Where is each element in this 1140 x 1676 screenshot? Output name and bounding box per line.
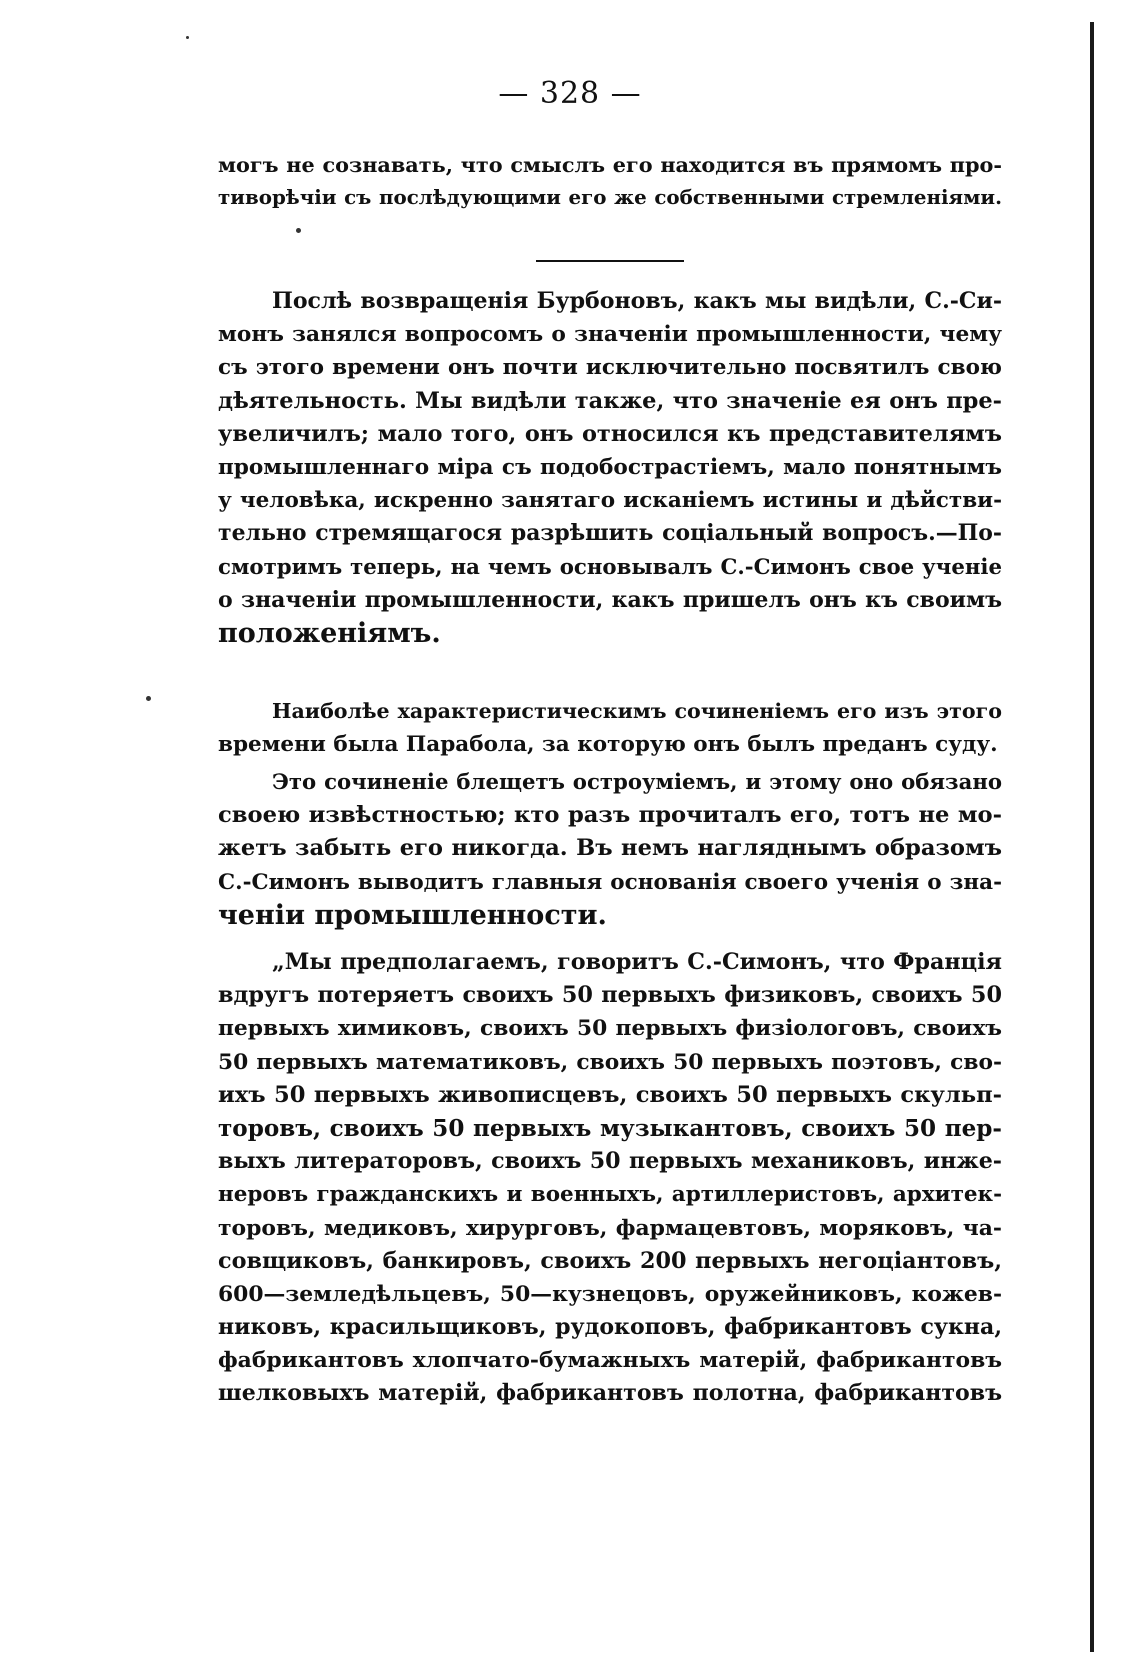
text-line: ихъ 50 первыхъ живописцевъ, своихъ 50 первыхъ скульп- xyxy=(218,1081,1002,1108)
text-line: смотримъ теперь, на чемъ основывалъ С.-Симонъ свое ученіе xyxy=(218,554,1002,580)
paragraph-4 xyxy=(218,946,1002,1411)
text-line: положеніямъ. xyxy=(218,617,441,649)
paragraph-3 xyxy=(218,766,1002,932)
text-line: совщиковъ, банкировъ, своихъ 200 первыхъ негоціантовъ, xyxy=(218,1247,1002,1274)
text-line: могъ не сознавать, что смыслъ его находится въ прямомъ про- xyxy=(218,152,1002,177)
continued-text xyxy=(218,148,1002,214)
text-line: Наиболѣе характеристическимъ сочиненіемъ его изъ этого xyxy=(272,699,1002,723)
text-line: первыхъ химиковъ, своихъ 50 первыхъ физіологовъ, своихъ xyxy=(218,1016,1002,1042)
text-line: жетъ забыть его никогда. Въ немъ нагляднымъ образомъ xyxy=(218,835,1002,862)
text-line: фабрикантовъ хлопчато-бумажныхъ матерій, фабрикантовъ xyxy=(218,1347,1002,1374)
text-line: выхъ литераторовъ, своихъ 50 первыхъ механиковъ, инже- xyxy=(218,1148,1002,1175)
text-line: вдругъ потеряетъ своихъ 50 первыхъ физиковъ, своихъ 50 xyxy=(218,982,1002,1009)
ink-speck xyxy=(146,696,151,701)
text-line: Это сочиненіе блещетъ остроуміемъ, и этому оно обязано xyxy=(272,770,1002,795)
text-line: монъ занялся вопросомъ о значеніи промышленности, чему xyxy=(218,322,1002,348)
page-edge-shadow xyxy=(1090,22,1094,1652)
text-line: тиворѣчіи съ послѣдующими его же собственными стремленіями. xyxy=(218,185,1002,210)
text-line: тельно стремящагося разрѣшить соціальный вопросъ.—По- xyxy=(218,520,1002,547)
text-line: С.-Симонъ выводитъ главныя основанія своего ученія о зна- xyxy=(218,869,1002,895)
text-line: дѣятельность. Мы видѣли также, что значеніе ея онъ пре- xyxy=(218,387,1002,414)
text-line: времени была Парабола, за которую онъ былъ преданъ суду. xyxy=(218,732,998,758)
text-line: у человѣка, искренно занятаго исканіемъ истины и дѣйстви- xyxy=(218,488,1002,514)
text-line: торовъ, своихъ 50 первыхъ музыкантовъ, своихъ 50 пер- xyxy=(218,1114,1002,1142)
text-line: увеличилъ; мало того, онъ относился къ представителямъ xyxy=(218,420,1002,447)
text-line: 600—земледѣльцевъ, 50—кузнецовъ, оружейниковъ, кожев- xyxy=(218,1281,1002,1307)
paragraph-1 xyxy=(218,285,1002,650)
text-line: „Мы предполагаемъ, говоритъ С.-Симонъ, что Франція xyxy=(272,949,1002,975)
text-line: 50 первыхъ математиковъ, своихъ 50 первыхъ поэтовъ, сво- xyxy=(218,1049,1002,1075)
ink-speck xyxy=(186,36,189,39)
paragraph-2 xyxy=(218,695,1002,761)
text-line: шелковыхъ матерій, фабрикантовъ полотна, фабрикантовъ xyxy=(218,1380,1002,1407)
text-line: промышленнаго міра съ подобострастіемъ, мало понятнымъ xyxy=(218,454,1002,480)
text-line: ченіи промышленности. xyxy=(218,899,607,931)
text-line: неровъ гражданскихъ и военныхъ, артиллеристовъ, архитек- xyxy=(218,1182,1002,1208)
text-line: торовъ, медиковъ, хирурговъ, фармацевтовъ, моряковъ, ча- xyxy=(218,1214,1002,1241)
page-number: — 328 — xyxy=(498,76,642,111)
text-line: никовъ, красильщиковъ, рудокоповъ, фабрикантовъ сукна, xyxy=(218,1314,1002,1341)
text-line: о значеніи промышленности, какъ пришелъ онъ къ своимъ xyxy=(218,586,1002,613)
ink-speck xyxy=(296,228,301,233)
text-line: Послѣ возвращенія Бурбоновъ, какъ мы видѣли, С.-Си- xyxy=(272,288,1002,314)
section-divider xyxy=(536,260,684,262)
text-line: своею извѣстностью; кто разъ прочиталъ его, тотъ не мо- xyxy=(218,802,1002,829)
text-line: съ этого времени онъ почти исключительно посвятилъ свою xyxy=(218,355,1002,381)
